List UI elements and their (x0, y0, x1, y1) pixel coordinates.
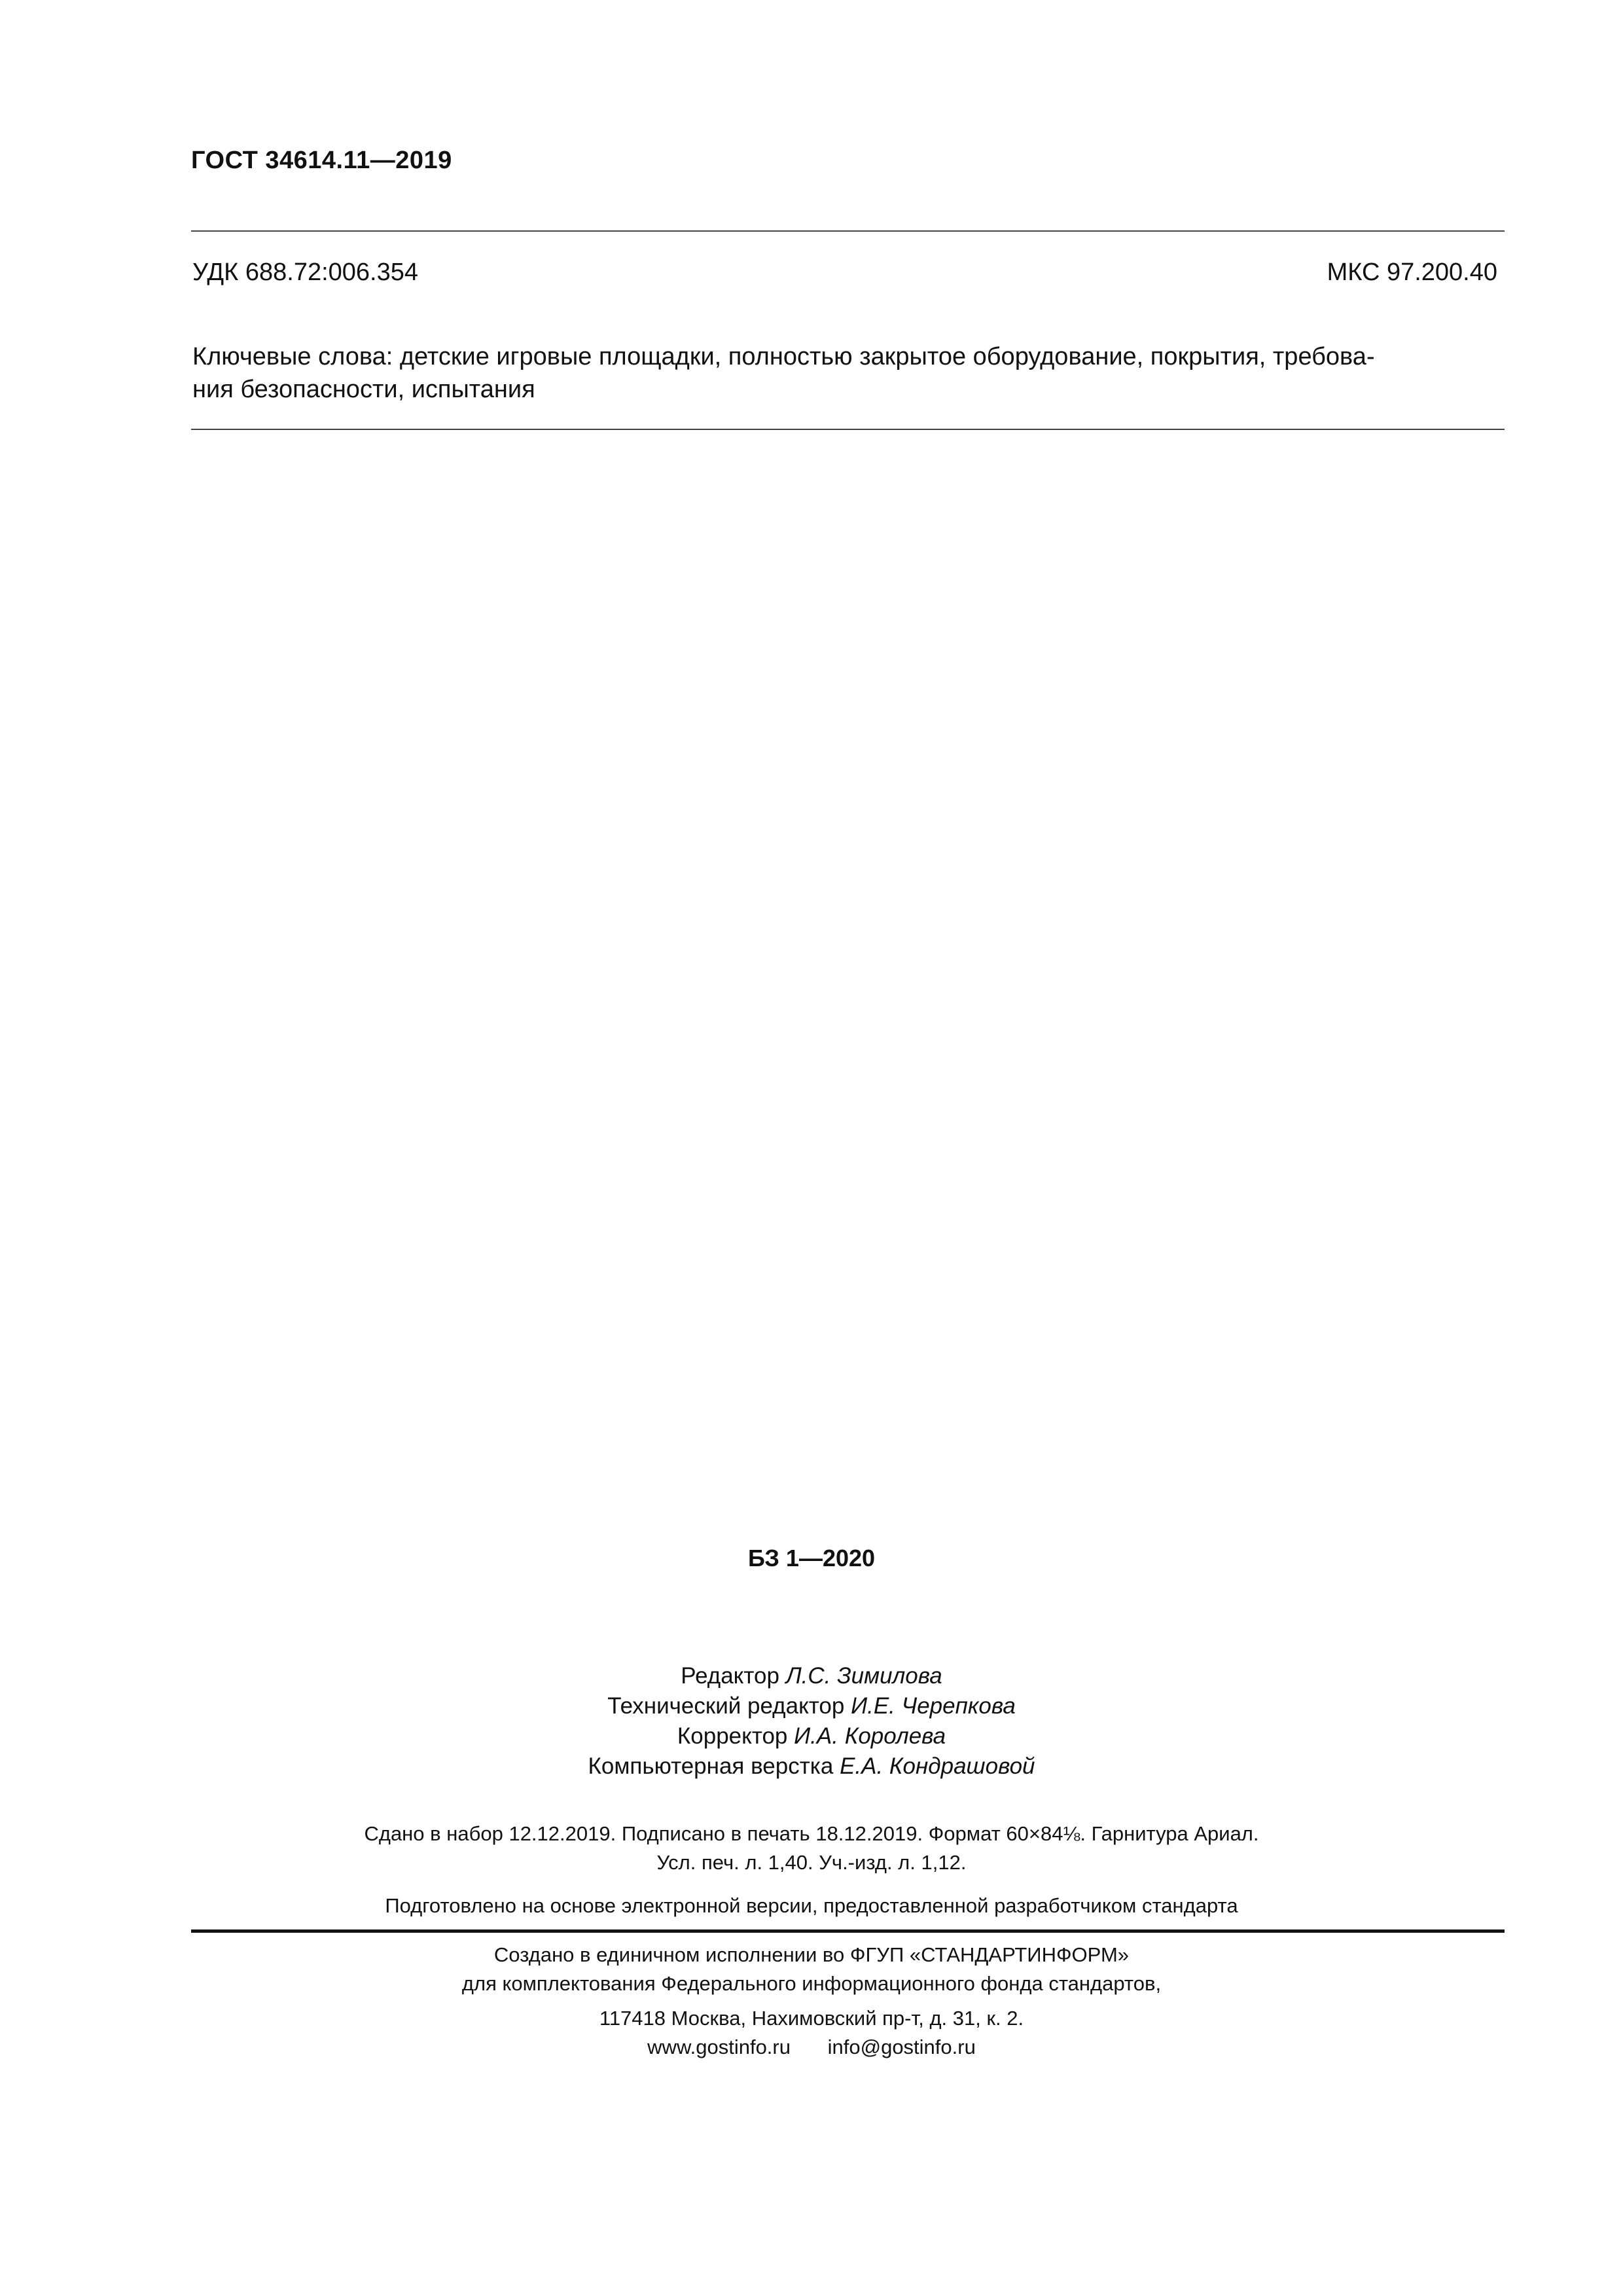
staff-line (0, 1661, 1623, 1691)
staff-line (0, 1751, 1623, 1782)
email-link[interactable]: info@gostinfo.ru (827, 2036, 976, 2058)
imprint-info (0, 1820, 1623, 1877)
udk-code: УДК 688.72:006.354 (192, 259, 419, 286)
staff-person: Л.С. Зимилова (785, 1663, 942, 1689)
publisher-contacts (0, 2033, 1623, 2062)
publisher-address: 117418 Москва, Нахимовский пр-т, д. 31, к. 2. (599, 2007, 1024, 2030)
staff-person: Е.А. Кондрашовой (840, 1753, 1035, 1779)
header-divider (191, 230, 1505, 232)
publisher-info (0, 1941, 1623, 1998)
staff-role: Корректор (677, 1723, 788, 1749)
staff-credits (0, 1661, 1623, 1782)
website-link[interactable]: www.gostinfo.ru (647, 2036, 791, 2058)
keywords-block (192, 340, 1501, 406)
publisher-line: Создано в единичном исполнении во ФГУП «СТАНДАРТИНФОРМ» (493, 1943, 1130, 1966)
publisher-divider (191, 1929, 1505, 1933)
publisher-address-block (0, 2004, 1623, 2062)
staff-line (0, 1721, 1623, 1751)
bz-index: БЗ 1—2020 (747, 1545, 876, 1571)
prepared-note: Подготовлено на основе электронной версии, предоставленной разработчиком стандарта (385, 1894, 1238, 1917)
document-number: ГОСТ 34614.11—2019 (191, 147, 452, 174)
keywords-line: Ключевые слова: детские игровые площадки, полностью закрытое оборудование, покрытия, требова- (192, 343, 1375, 370)
staff-role: Технический редактор (607, 1693, 845, 1719)
mks-code: МКС 97.200.40 (1327, 259, 1497, 286)
staff-role: Компьютерная верстка (588, 1753, 834, 1779)
imprint-line: Усл. печ. л. 1,40. Уч.-изд. л. 1,12. (656, 1851, 967, 1874)
keywords-divider (191, 429, 1505, 430)
keywords-line: ния безопасности, испытания (192, 376, 535, 403)
imprint-line: Сдано в набор 12.12.2019. Подписано в печать 18.12.2019. Формат 60×84⅛. Гарнитура Ариал. (364, 1822, 1259, 1845)
publisher-line: для комплектования Федерального информационного фонда стандартов, (461, 1972, 1162, 1995)
staff-person: И.Е. Черепкова (851, 1693, 1016, 1719)
staff-person: И.А. Королева (794, 1723, 946, 1749)
staff-role: Редактор (681, 1663, 779, 1689)
staff-line (0, 1691, 1623, 1721)
